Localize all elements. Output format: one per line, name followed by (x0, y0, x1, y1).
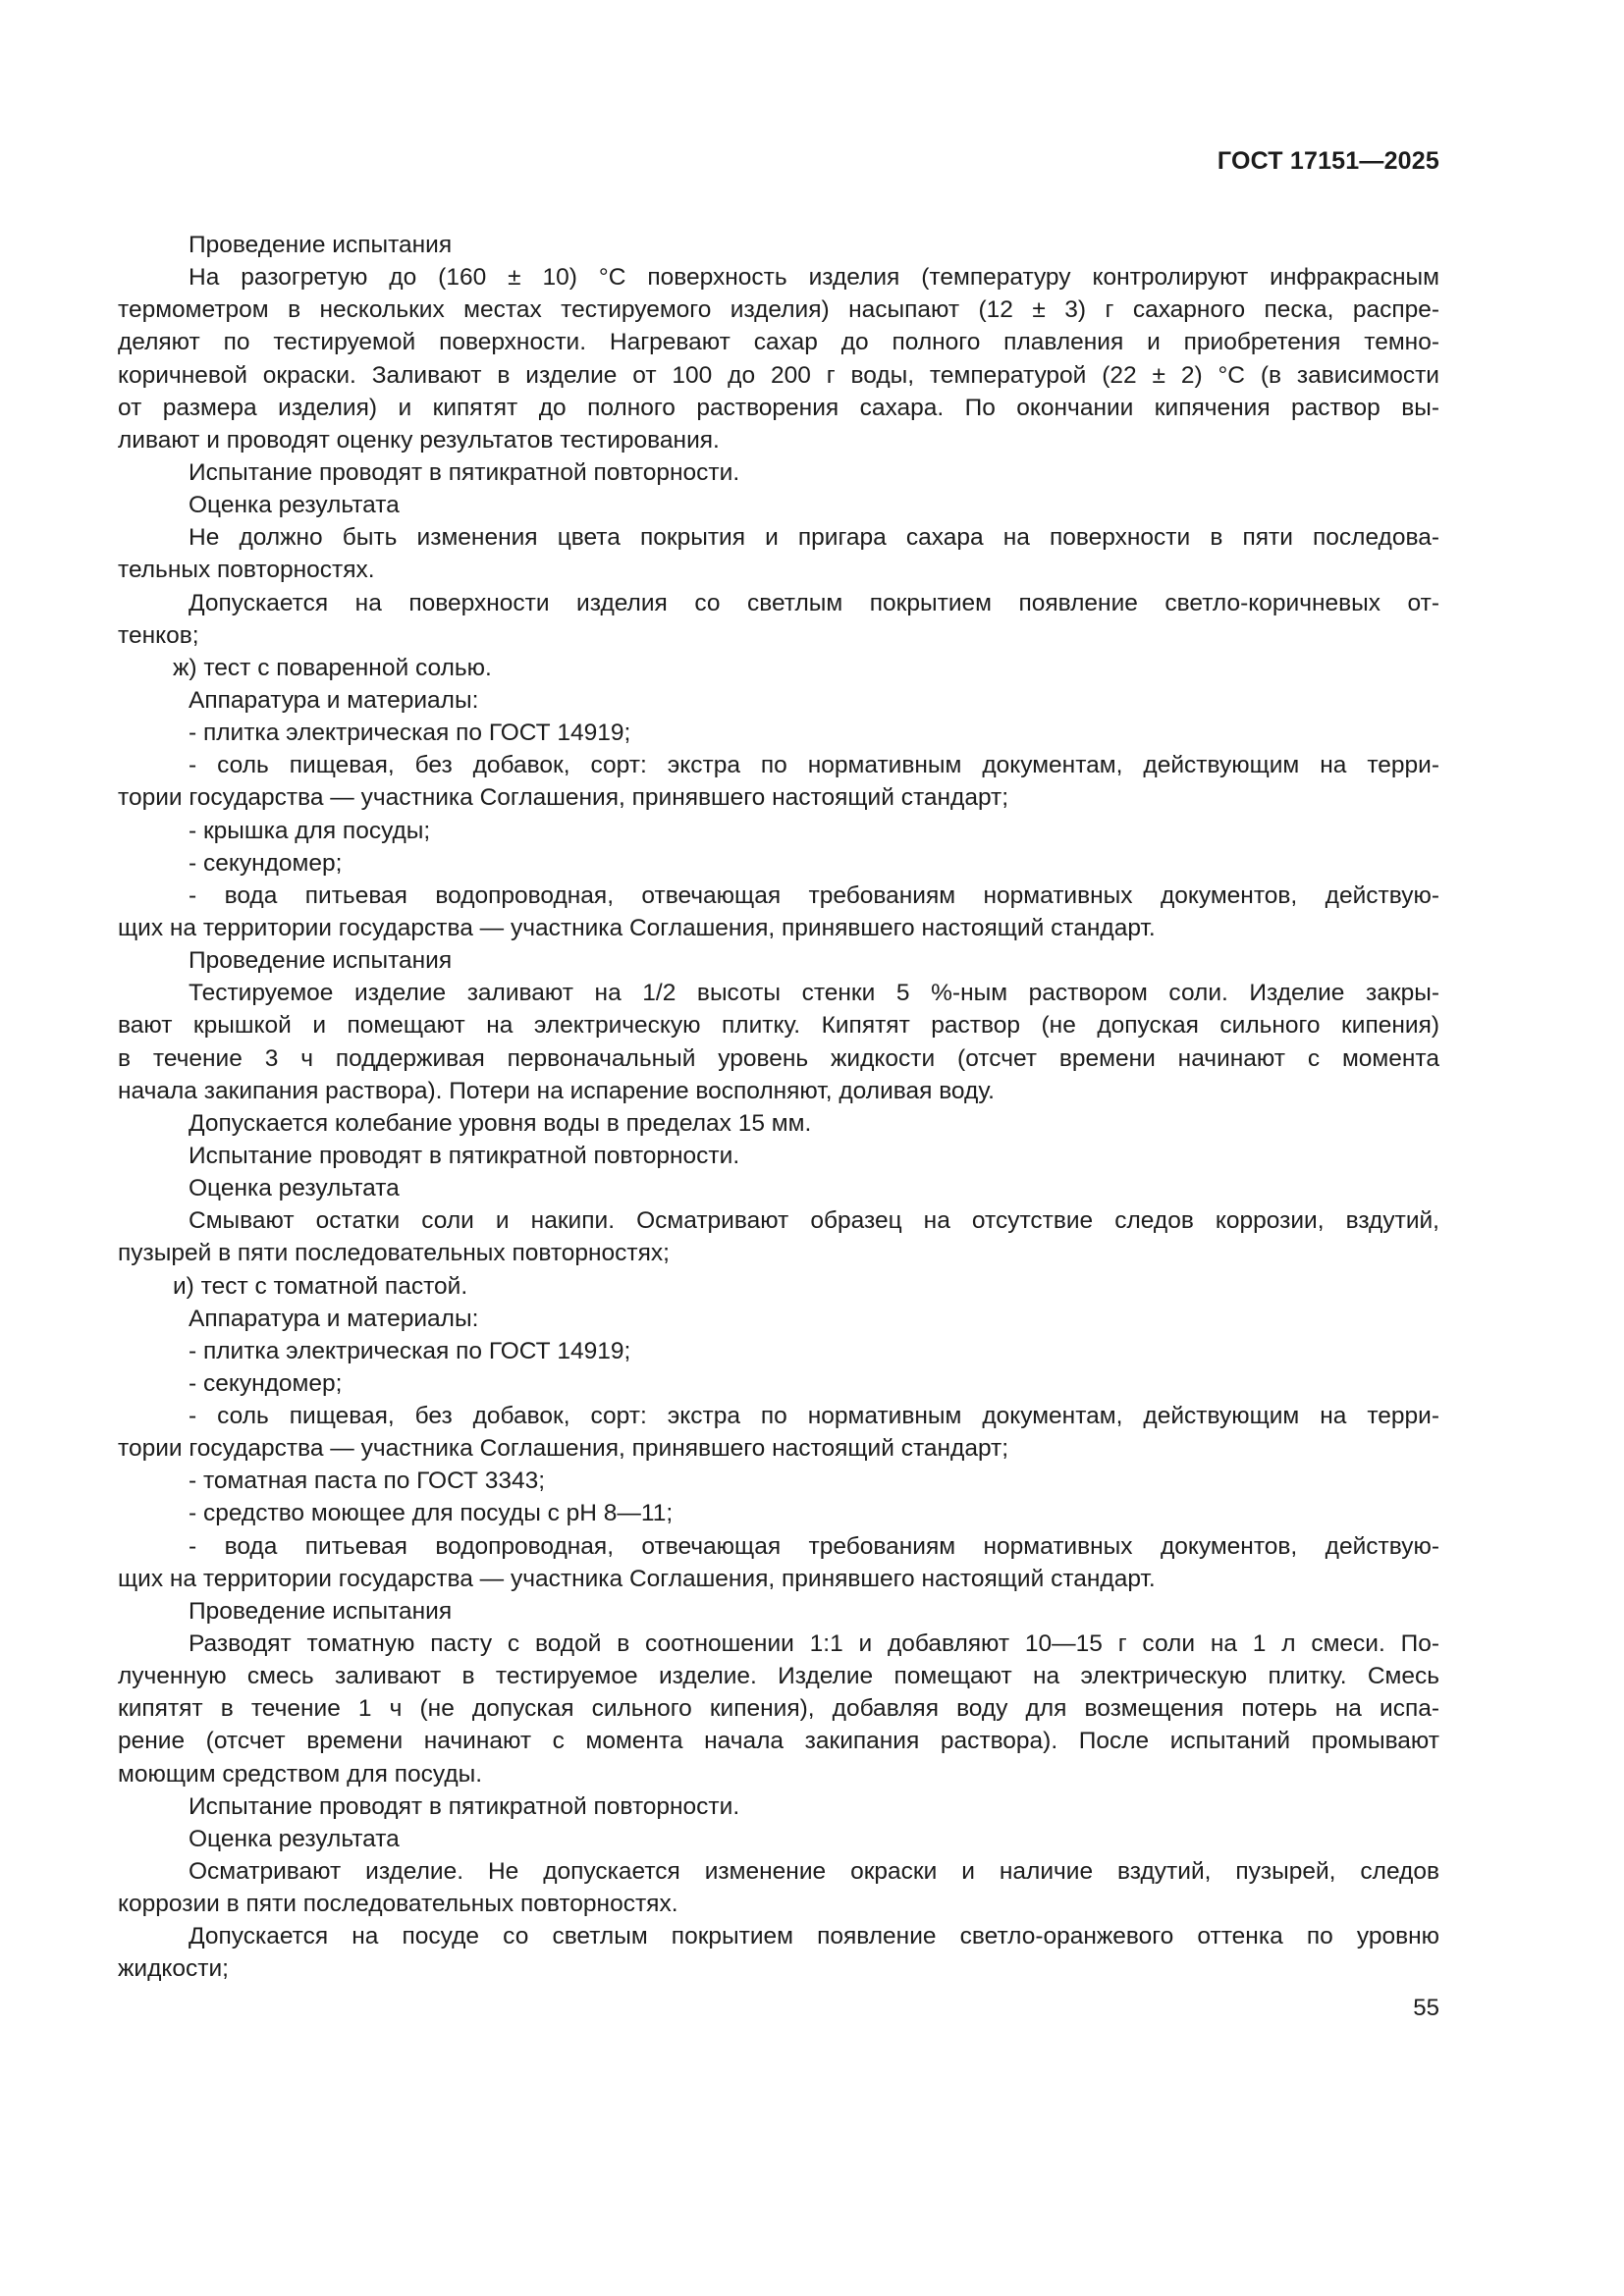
text-line: - секундомер; (189, 1369, 343, 1397)
text-line: тельных повторностях. (118, 557, 375, 584)
text-line: Смывают остатки соли и накипи. Осматривают образец на отсутствие следов коррозии, вздутий, (189, 1207, 1439, 1235)
text-line: жидкости; (118, 1955, 229, 1983)
text-line: термометром в нескольких местах тестируемого изделия) насыпают (12 ± 3) г сахарного песка, распре- (118, 296, 1439, 324)
text-line: Испытание проводят в пятикратной повторности. (189, 458, 740, 486)
text-line: Не должно быть изменения цвета покрытия и пригара сахара на поверхности в пяти последова- (189, 524, 1439, 552)
text-line: коррозии в пяти последовательных повторностях. (118, 1891, 678, 1918)
text-line: - плитка электрическая по ГОСТ 14919; (189, 1337, 631, 1364)
text-line: ливают и проводят оценку результатов тестирования. (118, 426, 720, 454)
text-line: и) тест с томатной пастой. (173, 1272, 468, 1300)
text-line: На разогретую до (160 ± 10) °С поверхность изделия (температуру контролируют инфракрасным (189, 264, 1439, 292)
text-line: щих на территории государства — участника Соглашения, принявшего настоящий стандарт. (118, 914, 1156, 941)
text-line: Допускается на поверхности изделия со светлым покрытием появление светло-коричневых от- (189, 589, 1439, 616)
text-line: моющим средством для посуды. (118, 1760, 483, 1788)
text-line: Допускается колебание уровня воды в пределах 15 мм. (189, 1109, 812, 1137)
text-line: коричневой окраски. Заливают в изделие от 100 до 200 г воды, температурой (22 ± 2) °С (в зависимости (118, 361, 1439, 389)
text-line: ж) тест с поваренной солью. (173, 654, 492, 681)
text-line: - плитка электрическая по ГОСТ 14919; (189, 720, 631, 747)
page-number: 55 (1413, 1995, 1439, 2021)
text-line: Тестируемое изделие заливают на 1/2 высоты стенки 5 %-ным раствором соли. Изделие закры- (189, 980, 1439, 1007)
text-line: Испытание проводят в пятикратной повторности. (189, 1142, 740, 1169)
text-line: в течение 3 ч поддерживая первоначальный уровень жидкости (отсчет времени начинают с момента (118, 1044, 1439, 1072)
text-line: - крышка для посуды; (189, 817, 431, 844)
text-line: Оценка результата (189, 1825, 400, 1852)
text-line: щих на территории государства — участника Соглашения, принявшего настоящий стандарт. (118, 1565, 1156, 1592)
text-line: Аппаратура и материалы: (189, 686, 479, 714)
text-line: - секундомер; (189, 849, 343, 877)
text-line: - вода питьевая водопроводная, отвечающая требованиям нормативных документов, действую- (189, 1532, 1439, 1560)
text-line: тенков; (118, 621, 199, 649)
text-line: - соль пищевая, без добавок, сорт: экстра по нормативным документам, действующим на терри- (189, 1403, 1439, 1430)
text-line: Проведение испытания (189, 1597, 453, 1625)
text-line: кипятят в течение 1 ч (не допуская сильного кипения), добавляя воду для возмещения потерь на испа- (118, 1695, 1439, 1723)
text-line: - томатная паста по ГОСТ 3343; (189, 1468, 546, 1495)
text-line: Аппаратура и материалы: (189, 1305, 479, 1332)
text-line: тории государства — участника Соглашения, принявшего настоящий стандарт; (118, 784, 1009, 812)
text-line: Допускается на посуде со светлым покрытием появление светло-оранжевого оттенка по уровню (189, 1923, 1439, 1950)
text-line: - соль пищевая, без добавок, сорт: экстра по нормативным документам, действующим на терри- (189, 752, 1439, 779)
text-line: Оценка результата (189, 492, 400, 519)
text-line: деляют по тестируемой поверхности. Нагревают сахар до полного плавления и приобретения темно- (118, 329, 1439, 356)
text-line: Проведение испытания (189, 947, 453, 975)
text-line: рение (отсчет времени начинают с момента начала закипания раствора). После испытаний промывают (118, 1728, 1439, 1755)
text-line: лученную смесь заливают в тестируемое изделие. Изделие помещают на электрическую плитку. Смесь (118, 1663, 1439, 1690)
text-line: начала закипания раствора). Потери на испарение восполняют, доливая воду. (118, 1077, 995, 1104)
text-line: пузырей в пяти последовательных повторностях; (118, 1240, 670, 1267)
text-line: вают крышкой и помещают на электрическую плитку. Кипятят раствор (не допуская сильного кипения) (118, 1012, 1439, 1040)
text-line: Осматривают изделие. Не допускается изменение окраски и наличие вздутий, пузырей, следов (189, 1858, 1439, 1886)
text-line: Оценка результата (189, 1175, 400, 1202)
text-line: Испытание проводят в пятикратной повторности. (189, 1792, 740, 1820)
text-line: Проведение испытания (189, 232, 453, 258)
text-line: - средство моющее для посуды с pH 8—11; (189, 1500, 674, 1527)
text-line: - вода питьевая водопроводная, отвечающая требованиям нормативных документов, действую- (189, 881, 1439, 909)
text-line: тории государства — участника Соглашения, принявшего настоящий стандарт; (118, 1435, 1009, 1463)
text-line: от размера изделия) и кипятят до полного растворения сахара. По окончании кипячения раствор вы- (118, 394, 1439, 421)
text-line: Разводят томатную пасту с водой в соотношении 1:1 и добавляют 10—15 г соли на 1 л смеси. По- (189, 1630, 1439, 1658)
document-code-header: ГОСТ 17151—2025 (1217, 147, 1439, 175)
document-body (118, 229, 1439, 1986)
